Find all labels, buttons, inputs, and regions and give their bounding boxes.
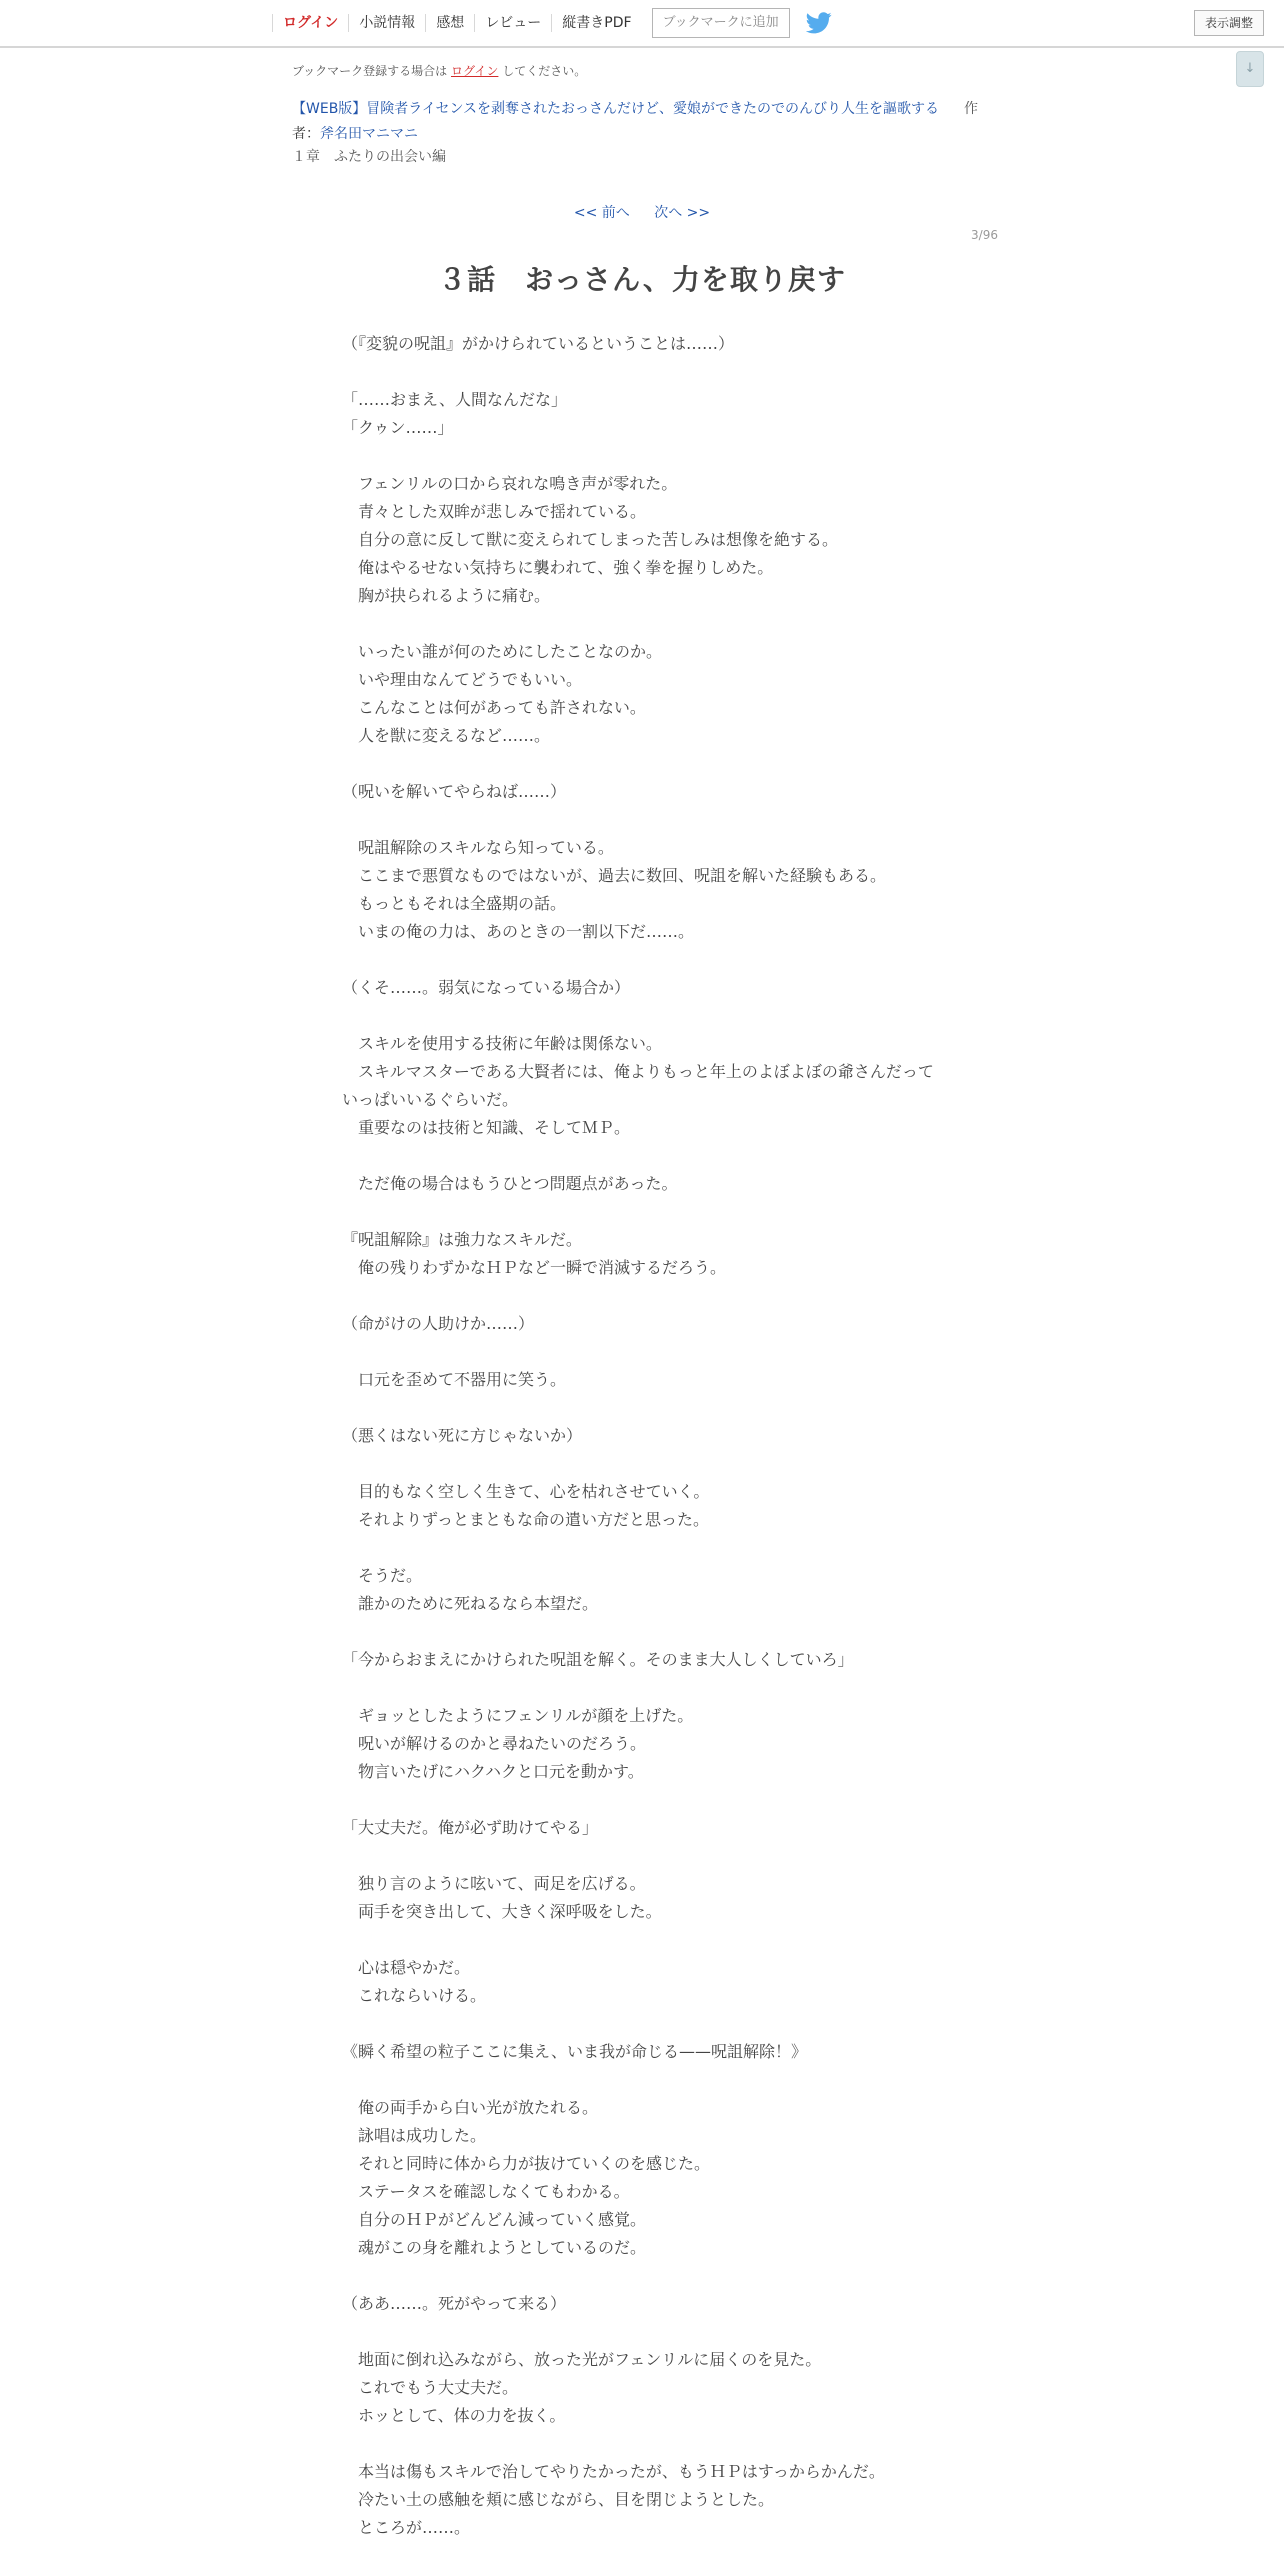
body-line: いっぱいいるぐらいだ。 xyxy=(342,1090,519,1109)
bookmark-notice-before: ブックマーク登録する場合は xyxy=(292,64,448,78)
body-line: 「大丈夫だ。俺が必ず助けてやる」 xyxy=(342,1818,599,1837)
body-line: こんなことは何があっても許されない。 xyxy=(342,698,646,717)
body-line xyxy=(342,1534,962,1562)
body-line xyxy=(342,1786,962,1814)
body-line: それよりずっとまともな命の遣い方だと思った。 xyxy=(342,1510,710,1529)
body-line: いったい誰が何のためにしたことなのか。 xyxy=(342,642,663,661)
body-line: 《瞬く希望の粒子ここに集え、いま我が命じる——呪詛解除！》 xyxy=(342,2042,807,2061)
body-line xyxy=(342,750,962,778)
body-line: いまの俺の力は、あのときの一割以下だ……。 xyxy=(342,922,695,941)
body-line: 物言いたげにハクハクと口元を動かす。 xyxy=(342,1762,644,1781)
chapter-title: １章 ふたりの出会い編 xyxy=(292,149,446,165)
body-line xyxy=(342,1842,962,1870)
body-line: 目的もなく空しく生きて、心を枯れさせていく。 xyxy=(342,1482,710,1501)
body-line xyxy=(342,1002,962,1030)
bookmark-add-button[interactable]: ブックマークに追加 xyxy=(652,8,790,38)
body-line: 呪いが解けるのかと尋ねたいのだろう。 xyxy=(342,1734,647,1753)
body-line xyxy=(342,806,962,834)
body-line: これならいける。 xyxy=(342,1986,487,2005)
next-page-link[interactable]: 次へ >> xyxy=(654,205,711,221)
body-line: ギョッとしたようにフェンリルが顔を上げた。 xyxy=(342,1706,694,1725)
body-line: 青々とした双眸が悲しみで揺れている。 xyxy=(342,502,647,521)
bookmark-notice-login-link[interactable]: ログイン xyxy=(451,64,499,78)
prev-page-link[interactable]: << 前へ xyxy=(573,205,630,221)
body-line: 口元を歪めて不器用に笑う。 xyxy=(342,1370,567,1389)
body-line xyxy=(342,2010,962,2038)
body-line xyxy=(342,2262,962,2290)
top-navigation-bar xyxy=(0,0,1284,48)
body-line xyxy=(342,2066,962,2094)
body-line xyxy=(342,1618,962,1646)
body-line: 俺はやるせない気持ちに襲われて、強く拳を握りしめた。 xyxy=(342,558,774,577)
author-link[interactable]: 斧名田マニマニ xyxy=(320,126,418,142)
author-label-second: 者： xyxy=(292,126,320,142)
body-line: 詠唱は成功した。 xyxy=(342,2126,487,2145)
body-line: 自分の意に反して獣に変えられてしまった苦しみは想像を絶する。 xyxy=(342,530,839,549)
body-line: （『変貌の呪詛』がかけられているということは……） xyxy=(342,334,735,353)
bookmark-notice-after: してください。 xyxy=(502,64,587,78)
body-line xyxy=(342,1674,962,1702)
body-line xyxy=(342,2430,962,2458)
body-line: 自分のＨＰがどんどん減っていく感覚。 xyxy=(342,2210,647,2229)
body-line xyxy=(342,1338,962,1366)
body-line: ところが……。 xyxy=(342,2518,471,2537)
body-line: それと同時に体から力が抜けていくのを感じた。 xyxy=(342,2154,711,2173)
author-label-first: 作 xyxy=(964,101,978,117)
body-line xyxy=(342,946,962,974)
body-line: 冷たい土の感触を頬に感じながら、目を閉じようとした。 xyxy=(342,2490,775,2509)
nav-menu xyxy=(272,0,832,46)
episode-title: ３話 おっさん、力を取り戻す xyxy=(438,263,846,296)
page-count: 3/96 xyxy=(971,228,998,242)
body-line: 『呪詛解除』は強力なスキルだ。 xyxy=(342,1230,582,1249)
body-line: （命がけの人助けか……） xyxy=(342,1314,535,1333)
novel-body xyxy=(342,330,962,2542)
body-line xyxy=(342,1198,962,1226)
body-line: そうだ。 xyxy=(342,1566,423,1585)
nav-impressions[interactable]: 感想 xyxy=(425,14,474,32)
body-line: ただ俺の場合はもうひとつ問題点があった。 xyxy=(342,1174,678,1193)
pager xyxy=(0,202,1284,222)
body-line xyxy=(342,1394,962,1422)
nav-review[interactable]: レビュー xyxy=(474,14,551,32)
scroll-down-button[interactable]: ↓ xyxy=(1236,51,1264,87)
body-line: 胸が抉られるように痛む。 xyxy=(342,586,551,605)
body-line: 呪詛解除のスキルなら知っている。 xyxy=(342,838,614,857)
body-line: 人を獣に変えるなど……。 xyxy=(342,726,551,745)
bookmark-notice xyxy=(292,62,586,79)
body-line: いや理由なんてどうでもいい。 xyxy=(342,670,583,689)
body-line xyxy=(342,442,962,470)
body-line: 俺の両手から白い光が放たれる。 xyxy=(342,2098,599,2117)
novel-header xyxy=(292,97,978,147)
body-line: 「クゥン……」 xyxy=(342,418,454,437)
body-line: ステータスを確認しなくてもわかる。 xyxy=(342,2182,630,2201)
body-line: もっともそれは全盛期の話。 xyxy=(342,894,567,913)
body-line xyxy=(342,1282,962,1310)
body-line: 「今からおまえにかけられた呪詛を解く。そのまま大人しくしていろ」 xyxy=(342,1650,854,1669)
body-line: 「……おまえ、人間なんだな」 xyxy=(342,390,567,409)
body-line: 心は穏やかだ。 xyxy=(342,1958,471,1977)
novel-title-link[interactable]: 【WEB版】冒険者ライセンスを剥奪されたおっさんだけど、愛娘ができたのでのんびり人生を謳歌する xyxy=(292,101,940,117)
nav-vertical-pdf[interactable]: 縦書きPDF xyxy=(551,14,641,32)
body-line: 俺の残りわずかなＨＰなど一瞬で消滅するだろう。 xyxy=(342,1258,727,1277)
body-line: 本当は傷もスキルで治してやりたかったが、もうＨＰはすっからかんだ。 xyxy=(342,2462,885,2481)
nav-novel-info[interactable]: 小説情報 xyxy=(348,14,425,32)
body-line: スキルマスターである大賢者には、俺よりもっと年上のよぼよぼの爺さんだって xyxy=(342,1062,934,1081)
body-line: 重要なのは技術と知識、そしてＭＰ。 xyxy=(342,1118,631,1137)
body-line xyxy=(342,2318,962,2346)
body-line: ホッとして、体の力を抜く。 xyxy=(342,2406,566,2425)
display-adjust-button[interactable]: 表示調整 xyxy=(1194,10,1264,36)
body-line: 独り言のように呟いて、両足を広げる。 xyxy=(342,1874,646,1893)
body-line xyxy=(342,610,962,638)
body-line: 地面に倒れ込みながら、放った光がフェンリルに届くのを見た。 xyxy=(342,2350,822,2369)
nav-login[interactable]: ログイン xyxy=(272,14,348,32)
body-line: （ああ……。死がやって来る） xyxy=(342,2294,567,2313)
body-line: スキルを使用する技術に年齢は関係ない。 xyxy=(342,1034,662,1053)
body-line xyxy=(342,1926,962,1954)
body-line: （呪いを解いてやらねば……） xyxy=(342,782,567,801)
body-line xyxy=(342,1450,962,1478)
body-line xyxy=(342,358,962,386)
body-line: 誰かのために死ねるなら本望だ。 xyxy=(342,1594,599,1613)
body-line: フェンリルの口から哀れな鳴き声が零れた。 xyxy=(342,474,678,493)
body-line: これでもう大丈夫だ。 xyxy=(342,2378,519,2397)
body-line: ここまで悪質なものではないが、過去に数回、呪詛を解いた経験もある。 xyxy=(342,866,887,885)
body-line: （悪くはない死に方じゃないか） xyxy=(342,1426,583,1445)
body-line: 魂がこの身を離れようとしているのだ。 xyxy=(342,2238,647,2257)
body-line: 両手を突き出して、大きく深呼吸をした。 xyxy=(342,1902,662,1921)
twitter-bird-icon[interactable] xyxy=(806,12,832,34)
body-line: （くそ……。弱気になっている場合か） xyxy=(342,978,631,997)
body-line xyxy=(342,1142,962,1170)
